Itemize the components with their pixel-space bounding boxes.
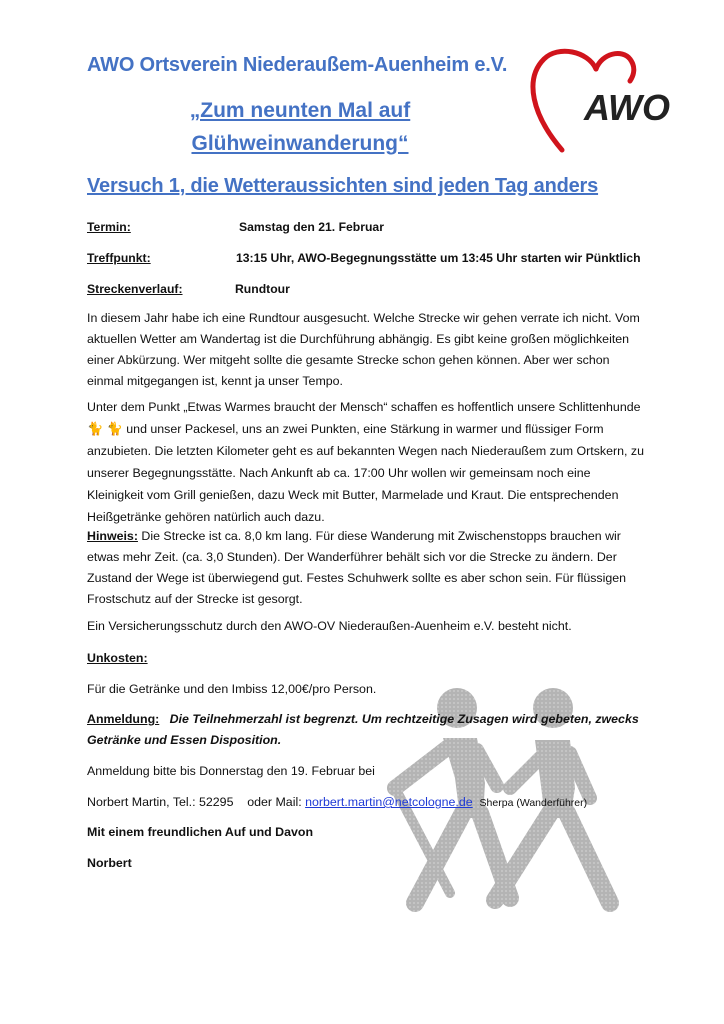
program-paragraph [87, 396, 647, 528]
dog-icon: 🐈 [87, 421, 104, 436]
anmeldung-text: Die Teilnehmerzahl ist begrenzt. Um rechtzeitige Zusagen wird gebeten, zwecks Getränke und Essen Disposition. [87, 712, 639, 747]
subtitle: Versuch 1, die Wetteraussichten sind jeden Tag anders [87, 175, 599, 197]
contact-prefix: Norbert Martin, Tel.: 52295 oder Mail: [87, 795, 306, 809]
logo-text: AWO [584, 87, 670, 128]
email-link[interactable]: norbert.martin@netcologne.de [305, 795, 473, 809]
termin-row [87, 220, 384, 234]
signature: Norbert [87, 856, 132, 870]
termin-value: Samstag den 21. Februar [239, 220, 384, 234]
hinweis-text: Die Strecke ist ca. 8,0 km lang. Für diese Wanderung mit Zwischenstopps brauchen wir etwas mehr Zeit. (ca. 3,0 Stunden). Der Wanderführer behält sich vor die Strecke zu ändern. Der Zustand der Wege ist überwiegend gut. Festes Schuhwerk sollte es aber schon sein. Für flüssigen Frostschutz auf der Strecke ist gesorgt. [87, 529, 627, 606]
hinweis-paragraph [87, 526, 647, 610]
contact-role: Sherpa (Wanderführer) [479, 797, 588, 809]
program-text-end: und unser Packesel, uns an zwei Punkten, eine Stärkung in warmer und flüssiger Form anzubieten. Die letzten Kilometer geht es auf bekannten Wegen nach Niederaußem zum Ortskern, zu unserer Begegnungsstätte. Nach Ankunft ab ca. 17:00 Uhr wollen wir gemeinsam noch eine Kleinigkeit vom Grill genießen, dazu Weck mit Butter, Marmelade und Kraut. Die entsprechenden Heißgetränke gehören natürlich auch dazu. [87, 422, 644, 524]
anmeldung-label: Anmeldung: [87, 712, 160, 726]
intro-paragraph: In diesem Jahr habe ich eine Rundtour ausgesucht. Welche Strecke wir gehen verrate ich nicht. Vom aktuellen Wetter am Wandertag ist die Durchführung abhängig. Es gibt keine großen möglichkeiten einer Abkürzung. Wer mitgeht sollte die gesamte Strecke schon gehen können. Aber wer schon einmal mitgegangen ist, kennt ja unser Tempo. [87, 311, 640, 388]
organization-name: AWO Ortsverein Niederaußem-Auenheim e.V. [87, 54, 508, 76]
treffpunkt-row [87, 251, 641, 265]
strecke-value: Rundtour [235, 282, 290, 296]
dog-icon: 🐈 [106, 421, 123, 436]
termin-label: Termin: [87, 220, 131, 234]
title-line-1: „Zum neunten Mal auf [189, 99, 411, 122]
insurance-note: Ein Versicherungsschutz durch den AWO-OV Niederaußen-Auenheim e.V. besteht nicht. [87, 619, 572, 633]
anmeldung-paragraph [87, 709, 647, 751]
program-text-start: Unter dem Punkt „Etwas Warmes braucht der Mensch“ schaffen es hoffentlich unsere Schlittenhunde [87, 400, 641, 414]
strecke-row [87, 282, 290, 296]
unkosten-heading: Unkosten: [87, 651, 148, 665]
awo-logo [518, 45, 670, 155]
unkosten-text: Für die Getränke und den Imbiss 12,00€/pro Person. [87, 682, 377, 696]
hinweis-label: Hinweis: [87, 529, 138, 543]
title-line-2: Glühweinwanderung“ [191, 132, 409, 155]
contact-line [87, 792, 647, 814]
anmeldung-deadline: Anmeldung bitte bis Donnerstag den 19. Februar bei [87, 764, 375, 778]
unkosten-label [87, 648, 647, 669]
closing-line: Mit einem freundlichen Auf und Davon [87, 825, 314, 839]
treffpunkt-value: 13:15 Uhr, AWO-Begegnungsstätte um 13:45 Uhr starten wir Pünktlich [236, 251, 641, 265]
treffpunkt-label: Treffpunkt: [87, 251, 151, 265]
strecke-label: Streckenverlauf: [87, 282, 183, 296]
